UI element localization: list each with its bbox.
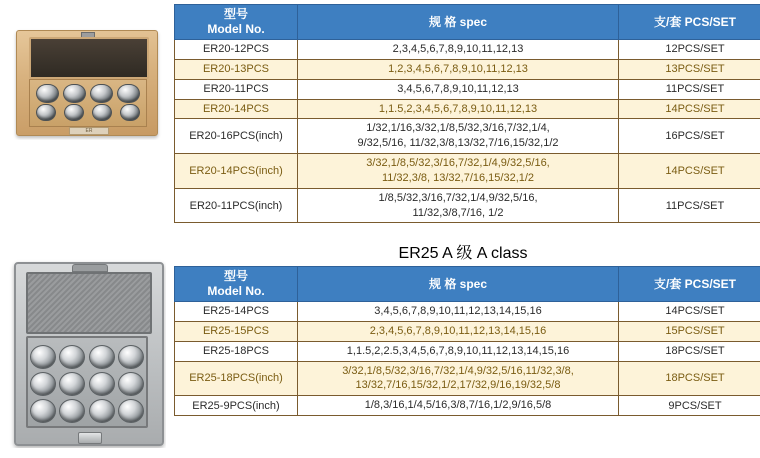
cell-pcs: 18PCS/SET (619, 361, 760, 396)
collet-item (120, 104, 140, 121)
cell-spec: 1/8,3/16,1/4,5/16,3/8,7/16,1/2,9/16,5/8 (298, 396, 619, 416)
cell-model: ER20-12PCS (175, 40, 298, 60)
header-model-no (175, 5, 298, 40)
collet-item (63, 84, 86, 103)
header-pcs-set: 支/套 PCS/SET (619, 5, 760, 40)
collet-item (59, 372, 85, 396)
table-row (175, 396, 760, 416)
header-spec: 规 格 spec (298, 5, 619, 40)
cell-pcs: 11PCS/SET (619, 188, 760, 223)
header-model-no-en: Model No. (207, 284, 265, 298)
er25-spec-table (174, 266, 760, 416)
table-header (175, 267, 760, 302)
cell-model: ER25-14PCS (175, 302, 298, 322)
collet-item (117, 84, 140, 103)
cell-pcs: 14PCS/SET (619, 302, 760, 322)
collet-item (92, 104, 112, 121)
cell-model: ER25-18PCS (175, 341, 298, 361)
header-spec: 规 格 spec (298, 267, 619, 302)
table-row (175, 79, 760, 99)
table-row (175, 154, 760, 189)
collet-item (89, 399, 115, 423)
cell-model: ER25-15PCS (175, 321, 298, 341)
alu-case-tray (26, 336, 148, 428)
collet-item (36, 104, 56, 121)
collet-row (36, 104, 140, 121)
cell-model: ER20-13PCS (175, 59, 298, 79)
table-row (175, 59, 760, 79)
header-model-no-en: Model No. (207, 22, 265, 36)
header-pcs-set: 支/套 PCS/SET (619, 267, 760, 302)
aluminium-collet-case-photo (8, 258, 166, 448)
collet-item (90, 84, 113, 103)
cell-spec: 3/32,1/8,5/32,3/16,7/32,1/4,9/32,5/16, 11/32,3/8, 13/32,7/16,15/32,1/2 (298, 154, 619, 189)
collet-item (89, 345, 115, 369)
collet-item (59, 345, 85, 369)
cell-pcs: 14PCS/SET (619, 154, 760, 189)
table-row (175, 119, 760, 154)
table-row (175, 99, 760, 119)
alu-case-body (14, 262, 164, 446)
cell-spec: 1/32,1/16,3/32,1/8,5/32,3/16,7/32,1/4, 9/32,5/16, 11/32,3/8,13/32,7/16,15/32,1/2 (298, 119, 619, 154)
cell-spec: 2,3,4,5,6,7,8,9,10,11,12,13 (298, 40, 619, 60)
wood-case-tray (29, 79, 147, 127)
cell-model: ER25-9PCS(inch) (175, 396, 298, 416)
collet-item (30, 372, 56, 396)
cell-spec: 3,4,5,6,7,8,9,10,11,12,13,14,15,16 (298, 302, 619, 322)
header-model-no (175, 267, 298, 302)
cell-model: ER20-11PCS(inch) (175, 188, 298, 223)
cell-pcs: 12PCS/SET (619, 40, 760, 60)
header-row (175, 5, 760, 40)
table-row (175, 341, 760, 361)
header-model-no-cn: 型号 (223, 7, 248, 21)
header-model-no-cn: 型号 (223, 269, 248, 283)
cell-pcs: 18PCS/SET (619, 341, 760, 361)
cell-model: ER20-14PCS(inch) (175, 154, 298, 189)
collet-item (89, 372, 115, 396)
cell-pcs: 15PCS/SET (619, 321, 760, 341)
wooden-collet-case-photo (8, 24, 166, 140)
header-row (175, 267, 760, 302)
collet-item (64, 104, 84, 121)
section-title-er25: ER25 A 级 A class (398, 245, 528, 262)
table-row (175, 302, 760, 322)
wood-case-lid (29, 37, 149, 79)
table-row (175, 188, 760, 223)
cell-spec: 1/8,5/32,3/16,7/32,1/4,9/32,5/16, 11/32,3/8,7/16, 1/2 (298, 188, 619, 223)
collet-row (28, 345, 146, 369)
alu-case-handle (72, 264, 108, 272)
cell-spec: 1,1.5,2,2.5,3,4,5,6,7,8,9,10,11,12,13,14,15,16 (298, 341, 619, 361)
collet-item (118, 345, 144, 369)
alu-case-latch (78, 432, 102, 444)
collet-row (36, 84, 140, 103)
collet-item (118, 399, 144, 423)
alu-case-lid (26, 272, 152, 334)
cell-spec: 3,4,5,6,7,8,9,10,11,12,13 (298, 79, 619, 99)
collet-item (59, 399, 85, 423)
cell-model: ER20-16PCS(inch) (175, 119, 298, 154)
wood-case-label: ER (69, 127, 109, 135)
er20-spec-table (174, 4, 760, 223)
cell-spec: 2,3,4,5,6,7,8,9,10,11,12,13,14,15,16 (298, 321, 619, 341)
collet-row (28, 372, 146, 396)
cell-model: ER20-14PCS (175, 99, 298, 119)
collet-item (30, 345, 56, 369)
table-row (175, 361, 760, 396)
cell-spec: 1,1.5,2,3,4,5,6,7,8,9,10,11,12,13 (298, 99, 619, 119)
cell-pcs: 14PCS/SET (619, 99, 760, 119)
cell-spec: 1,2,3,4,5,6,7,8,9,10,11,12,13 (298, 59, 619, 79)
collet-item (36, 84, 59, 103)
cell-pcs: 13PCS/SET (619, 59, 760, 79)
table-body (175, 302, 760, 416)
table-row (175, 321, 760, 341)
table-body (175, 40, 760, 223)
collet-item (30, 399, 56, 423)
cell-model: ER25-18PCS(inch) (175, 361, 298, 396)
wood-case-body (16, 30, 158, 136)
cell-pcs: 16PCS/SET (619, 119, 760, 154)
cell-pcs: 9PCS/SET (619, 396, 760, 416)
collet-row (28, 399, 146, 423)
cell-pcs: 11PCS/SET (619, 79, 760, 99)
table-row (175, 40, 760, 60)
cell-model: ER20-11PCS (175, 79, 298, 99)
collet-item (118, 372, 144, 396)
cell-spec: 3/32,1/8,5/32,3/16,7/32,1/4,9/32,5/16,11/32,3/8, 13/32,7/16,15/32,1/2,17/32,9/16,19/32,5/8 (298, 361, 619, 396)
table-header (175, 5, 760, 40)
